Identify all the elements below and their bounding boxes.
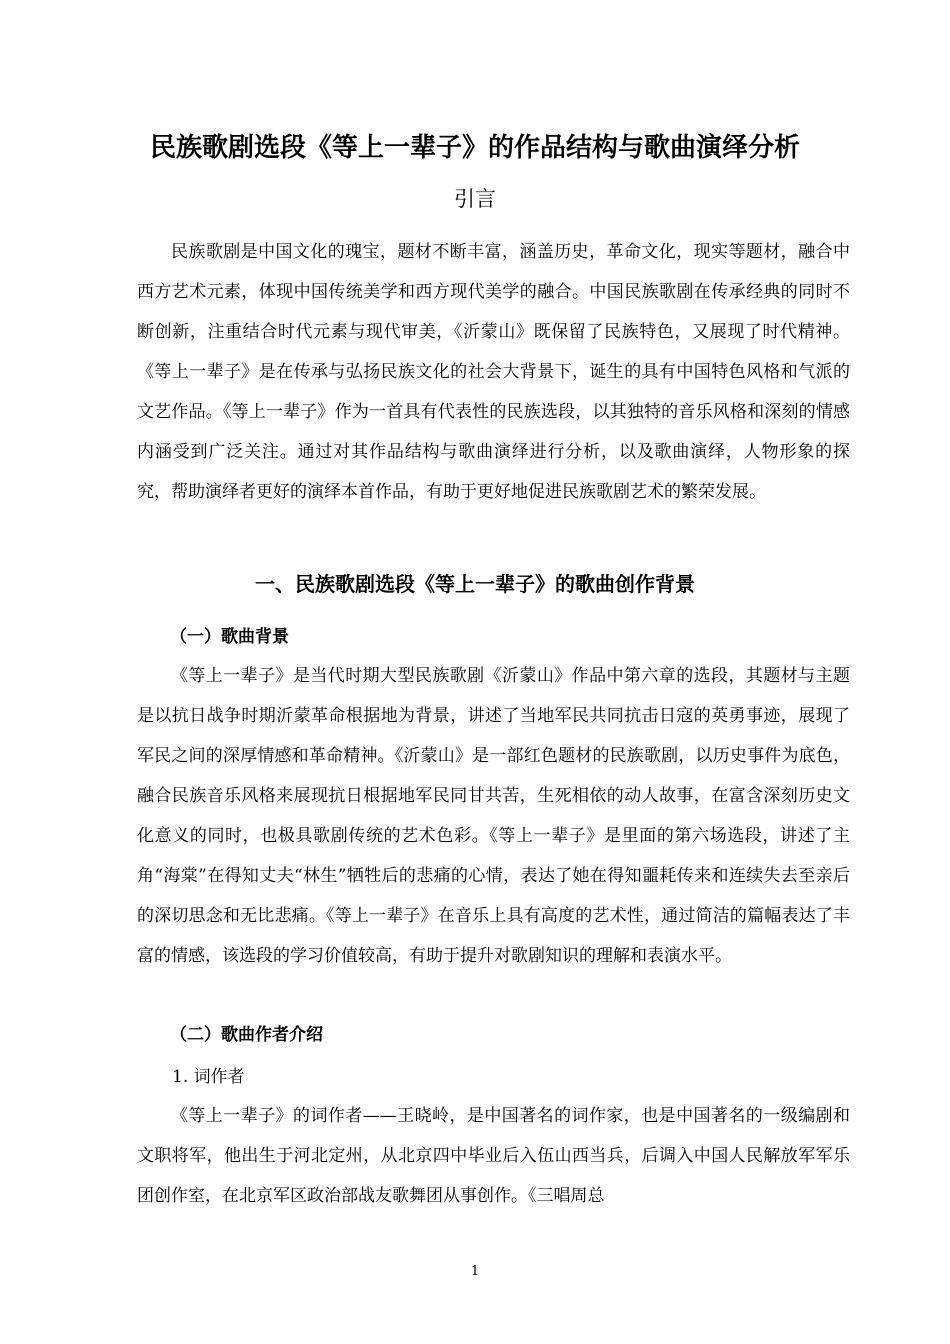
document-title: 民族歌剧选段《等上一辈子》的作品结构与歌曲演绎分析 bbox=[149, 133, 800, 163]
lyricist-heading: 1. 词作者 bbox=[172, 1067, 245, 1087]
subsection-1-heading: （一）歌曲背景 bbox=[170, 627, 289, 647]
page-number: 1 bbox=[470, 1264, 480, 1279]
section-1-heading: 一、民族歌剧选段《等上一辈子》的歌曲创作背景 bbox=[255, 572, 695, 596]
intro-paragraph: 民族歌剧是中国文化的瑰宝，题材不断丰富，涵盖历史，革命文化，现实等题材，融合中西方艺术元素，体现中国传统美学和西方现代美学的融合。中国民族歌剧在传承经典的同时不断创新，注重结合时代元素与现代审美，《沂蒙山》既保留了民族特色，又展现了时代精神。《等上一辈子》是在传承与弘扬民族文化的社会大背景下，诞生的具有中国特色风格和气派的文艺作品。《等上一辈子》作为一首具有代表性的民族选段，以其独特的音乐风格和深刻的情感内涵受到广泛关注。通过对其作品结构与歌曲演绎进行分析，以及歌曲演绎，人物形象的探究，帮助演绎者更好的演绎本首作品，有助于更好地促进民族歌剧艺术的繁荣发展。 bbox=[137, 242, 850, 502]
intro-heading: 引言 bbox=[454, 187, 496, 211]
song-background-paragraph: 《等上一辈子》是当代时期大型民族歌剧《沂蒙山》作品中第六章的选段，其题材与主题是以抗日战争时期沂蒙革命根据地为背景，讲述了当地军民共同抗击日寇的英勇事迹，展现了军民之间的深厚情感和革命精神。《沂蒙山》是一部红色题材的民族歌剧，以历史事件为底色，融合民族音乐风格来展现抗日根据地军民同甘共苦，生死相依的动人故事，在富含深刻历史文化意义的同时，也极具歌剧传统的艺术色彩。《等上一辈子》是里面的第六场选段，讲述了主角“海棠”在得知丈夫“林生”牺牲后的悲痛的心情，表达了她在得知噩耗传来和连续失去至亲后的深切思念和无比悲痛。《等上一辈子》在音乐上具有高度的艺术性，通过简洁的篇幅表达了丰富的情感，该选段的学习价值较高，有助于提升对歌剧知识的理解和表演水平。 bbox=[137, 666, 850, 966]
lyricist-paragraph: 《等上一辈子》的词作者——王晓岭，是中国著名的词作家，也是中国著名的一级编剧和文职将军，他出生于河北定州，从北京四中毕业后入伍山西当兵，后调入中国人民解放军军乐团创作室，在北京军区政治部战友歌舞团从事创作。《三唱周总 bbox=[137, 1106, 850, 1206]
subsection-2-heading: （二）歌曲作者介绍 bbox=[170, 1025, 323, 1045]
